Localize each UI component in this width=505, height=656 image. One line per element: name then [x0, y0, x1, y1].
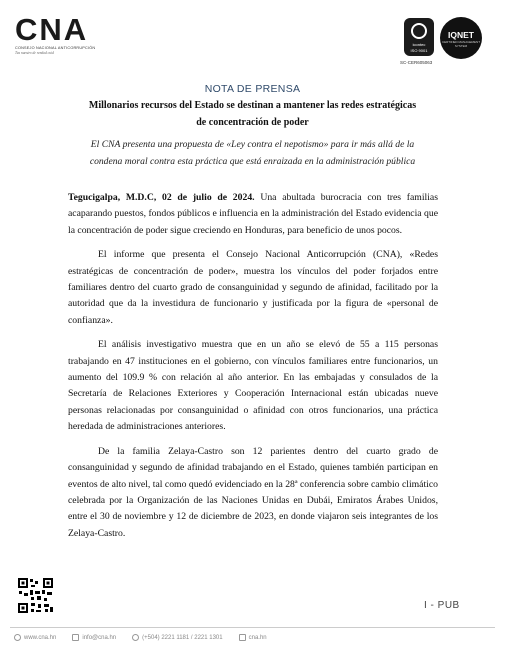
iqnet-name: IQNET [448, 30, 474, 40]
footer-web-text: www.cna.hn [24, 634, 57, 641]
paragraph-4: De la familia Zelaya-Castro son 12 parientes dentro del cuarto grado de consanguinidad y segundo de afinidad trabajando en el Estado, quienes también participan en eventos de alto nivel, tal como quedó evidenciado en la 28ª conferencia sobre cambio climático celebrada por la Organización de las Naciones Unidas en Dubái, Emiratos Árabes Unidos, entre el 30 de noviembre y 12 de diciembre de 2023, en donde viajaron seis integrantes de los Zelaya-Castro. [68, 445, 438, 539]
logo-text: CNA [15, 12, 89, 47]
headline [70, 97, 435, 131]
lead-line-1: El CNA presenta una propuesta de «Ley contra el nepotismo» para ir más allá de la [90, 139, 415, 150]
logo-tagline: Tus nuestro de rendad cuid [15, 51, 54, 55]
headline-line-2: de concentración de poder [196, 117, 309, 128]
footer-email-text: info@cna.hn [82, 634, 117, 641]
qr-code-icon [17, 577, 54, 614]
paragraph-3: El análisis investigativo muestra que en un año se elevó de 55 a 115 personas trabajando en 47 instituciones en el gobierno, con vínculos familiares entre funcionarios, un aumento del 109.9 % con relación al año anterior. En las embajadas y consulados de la Secretaría de Relaciones Exteriores y Cooperación Internacional están ubicadas nueve personas relacionadas por consanguinidad o afinidad con otros funcionarios, una práctica heredada de administraciones anteriores. [68, 339, 438, 433]
footer-web[interactable] [14, 634, 56, 641]
press-release-label: NOTA DE PRENSA [204, 83, 301, 95]
social-media-icon [239, 634, 246, 641]
email-icon [72, 634, 79, 641]
iqnet-subtitle: CERTIFIED MANAGEMENT SYSTEM [441, 40, 481, 48]
contact-footer [14, 634, 499, 641]
logo-subtitle: CONSEJO NACIONAL ANTICORRUPCIÓN [15, 46, 96, 50]
footer-email[interactable] [72, 634, 116, 641]
letterhead [0, 0, 505, 80]
headline-line-1: Millonarios recursos del Estado se destinan a mantener las redes estratégicas [88, 100, 417, 111]
paragraph-1-text: Una abultada burocracia con tres familias acaparando puestos, fondos públicos e influencia en la administración del Estado evidencia que la concentración de poder sigue creciendo en Honduras, para beneficio de unos pocos. [68, 192, 438, 236]
cna-logo [15, 12, 96, 55]
paragraph-1 [68, 190, 438, 239]
footer-phone-text: (+504) 2221 1181 / 2221 1301 [142, 634, 223, 641]
footer-social-text: cna.hn [248, 634, 267, 641]
phone-icon [132, 634, 139, 641]
article-body [68, 190, 438, 550]
footer-social[interactable] [239, 634, 267, 641]
icontec-ring-icon [411, 23, 427, 39]
iqnet-certification-logo [440, 17, 482, 59]
globe-icon [14, 634, 21, 641]
lead-line-2: condena moral contra esta práctica que está enraizada en la administración pública [89, 156, 416, 167]
paragraph-2: El informe que presenta el Consejo Nacional Anticorrupción (CNA), «Redes estratégicas de concentración de poder», muestra los vínculos del poder forjados entre familiares dentro del cuarto grado de consanguinidad y segundo de afinidad, facilitado por la autoridad que da la investidura de funcionario y justificada por la figura de «personal de confianza». [68, 249, 438, 326]
page-reference: I - PUB [424, 600, 460, 611]
icontec-name: icontec [412, 42, 426, 47]
certificate-code: SC-CER605063 [400, 60, 433, 65]
footer-phone [132, 634, 222, 641]
footer-divider [10, 627, 495, 628]
lead-summary [60, 136, 445, 170]
icontec-certification-logo [404, 18, 434, 56]
iso-label: ISO 9001 [410, 48, 428, 53]
dateline: Tegucigalpa, M.D.C, 02 de julio de 2024. [68, 192, 255, 203]
